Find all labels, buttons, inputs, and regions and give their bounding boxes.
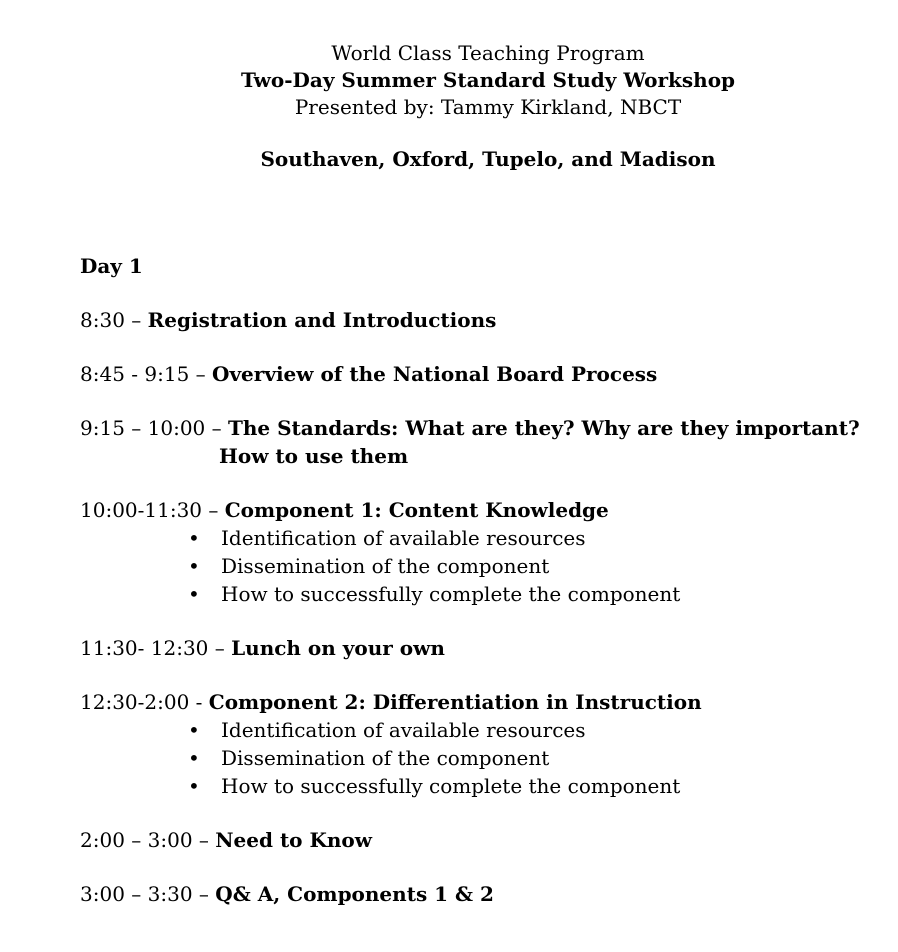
list-item [188,744,880,772]
list-item [188,772,880,800]
schedule-item-component-2 [80,688,880,800]
bullet-text: Dissemination of the component [221,746,550,770]
item-title: Component 2: Differentiation in Instruction [208,690,702,714]
bullet-list [80,524,880,608]
schedule [80,252,880,934]
list-item [188,580,880,608]
item-title: Need to Know [215,828,372,852]
bullet-icon: • [188,526,200,550]
item-time: 12:30-2:00 - [80,690,209,714]
bullet-text: How to successfully complete the component [221,582,681,606]
item-time: 10:00-11:30 – [80,498,225,522]
schedule-item-registration [80,306,880,334]
bullet-text: Identification of available resources [221,526,586,550]
schedule-item-overview [80,360,880,388]
schedule-item-component-1 [80,496,880,608]
bullet-icon: • [188,554,200,578]
bullet-icon: • [188,774,200,798]
item-title: Registration and Introductions [147,308,497,332]
item-title: Lunch on your own [231,636,445,660]
program-name: World Class Teaching Program [331,41,645,65]
bullet-icon: • [188,746,200,770]
item-title-continuation: How to use them [219,444,409,468]
item-time: 8:45 - 9:15 – [80,362,213,386]
day-title: Day 1 [80,254,143,278]
presenter-line: Presented by: Tammy Kirkland, NBCT [294,95,682,119]
bullet-icon: • [188,582,200,606]
bullet-text: How to successfully complete the component [221,774,681,798]
bullet-icon: • [188,718,200,742]
locations-line: Southaven, Oxford, Tupelo, and Madison [260,147,716,171]
list-item [188,716,880,744]
bullet-list [80,716,880,800]
item-time: 3:00 – 3:30 – [80,882,216,906]
schedule-item-qa [80,880,880,908]
item-title: Component 1: Content Knowledge [224,498,609,522]
item-time: 11:30- 12:30 – [80,636,232,660]
bullet-text: Identification of available resources [221,718,586,742]
workshop-title: Two-Day Summer Standard Study Workshop [240,68,736,92]
item-time: 9:15 – 10:00 – [80,416,228,440]
bullet-text: Dissemination of the component [221,554,550,578]
schedule-item-need-to-know [80,826,880,854]
schedule-item-standards [80,414,880,470]
item-title: Q& A, Components 1 & 2 [215,882,494,906]
list-item [188,524,880,552]
item-time: 8:30 – [80,308,148,332]
list-item [188,552,880,580]
item-title: Overview of the National Board Process [212,362,658,386]
schedule-item-lunch [80,634,880,662]
document-header [0,40,898,173]
item-title: The Standards: What are they? Why are they important? [227,416,860,440]
item-time: 2:00 – 3:00 – [80,828,216,852]
